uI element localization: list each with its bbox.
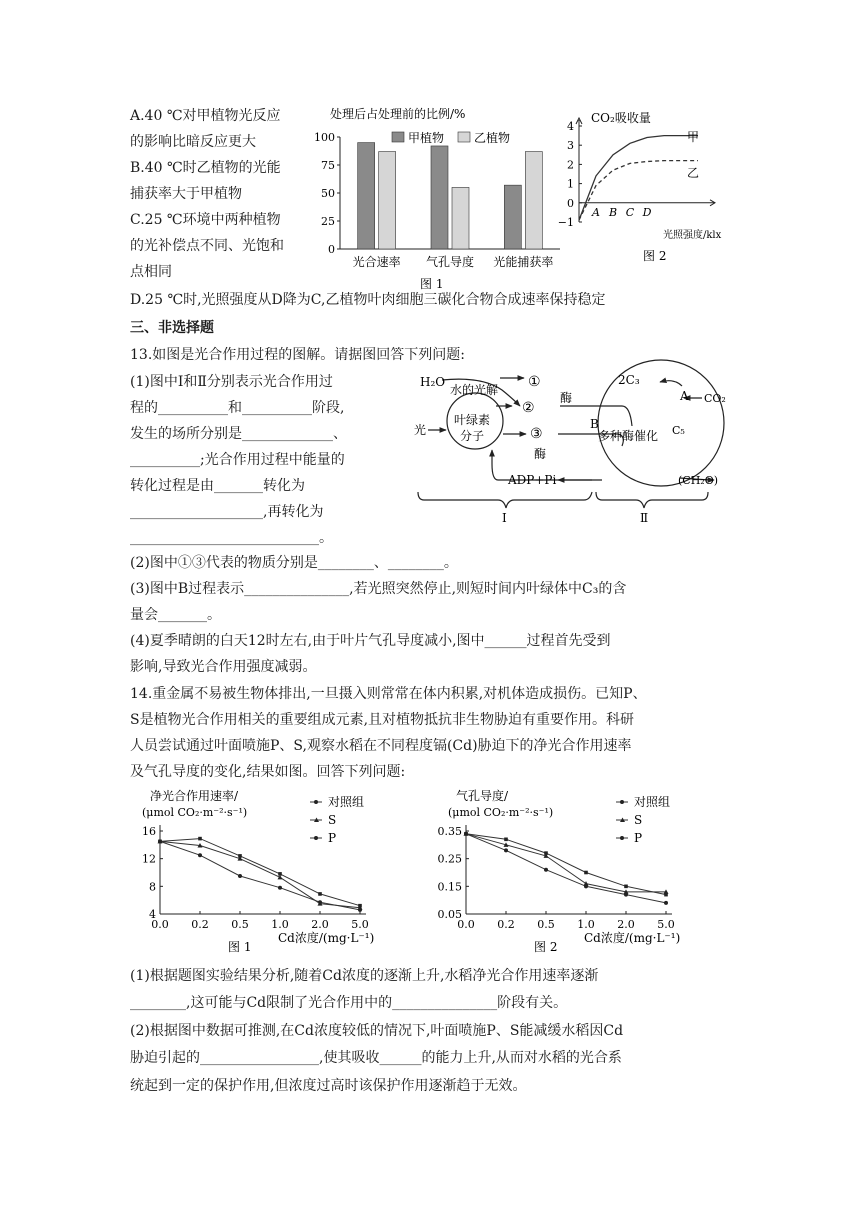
stomata-point <box>504 838 508 842</box>
bar-y-tick-label: 100 <box>314 131 335 144</box>
net-rate-series-line <box>160 841 360 910</box>
q13-part3-line2: 量会_______。 <box>130 607 221 623</box>
calvin-cycle-circle <box>598 360 724 486</box>
curve-y-tick-label: 4 <box>567 120 574 133</box>
stomata-legend-marker <box>620 800 624 804</box>
stomata-y-tick-label: 0.25 <box>437 852 462 866</box>
net-rate-y-tick-label: 8 <box>149 880 156 894</box>
curve-x-tick-label: C <box>625 205 635 219</box>
curve-y-tick-label: 3 <box>567 139 574 153</box>
net-rate-caption: 图 1 <box>228 940 252 954</box>
chlorophyll-label-1: 叶绿素 <box>454 413 491 427</box>
stomata-caption: 图 2 <box>534 940 558 954</box>
product-2-label: ② <box>522 400 535 416</box>
q12-option-b-line1: B.40 ℃时乙植物的光能 <box>130 160 281 176</box>
stomata-x-tick-label: 0.2 <box>497 918 515 931</box>
net-rate-point <box>238 874 242 878</box>
bar-category-label: 气孔导度 <box>425 255 475 269</box>
q13-part1-line2: 程的__________和__________阶段, <box>130 400 345 416</box>
c3-label: 2C₃ <box>618 373 640 387</box>
net-rate-x-tick-label: 0.2 <box>191 918 209 931</box>
net-rate-point <box>278 886 282 890</box>
q14-stem-line3: 人员尝试通过叶面喷施P、S,观察水稻在不同程度镉(Cd)胁迫下的净光合作用速率 <box>130 738 632 754</box>
q13-part1-line6: ___________________,再转化为 <box>130 504 324 520</box>
bar-chart-caption: 图 1 <box>420 277 444 291</box>
stomata-title: 气孔导度/ <box>456 789 509 803</box>
stage-1-label: Ⅰ <box>502 511 507 525</box>
chlorophyll-label-2: 分子 <box>460 429 485 443</box>
q12-option-d: D.25 ℃时,光照强度从D降为C,乙植物叶肉细胞三碳化合物合成速率保持稳定 <box>130 292 606 308</box>
net-rate-point <box>198 853 202 857</box>
stomata-point <box>664 893 668 897</box>
stomata-xlabel: Cd浓度/(mg·L⁻¹) <box>584 931 681 945</box>
net-rate-title: 净光合作用速率/ <box>150 789 239 803</box>
bar <box>504 185 521 249</box>
net-rate-legend-label: P <box>328 831 337 845</box>
q14-part1-line1: (1)根据题图实验结果分析,随着Cd浓度的逐渐上升,水稻净光合作用速率逐渐 <box>130 968 599 984</box>
net-rate-x-tick-label: 1.0 <box>271 918 289 931</box>
stomata-x-tick-label: 1.0 <box>577 918 595 931</box>
bar-category-label: 光合速率 <box>352 255 401 269</box>
q12-option-a-line1: A.40 ℃对甲植物光反应 <box>130 108 281 124</box>
co2-fixation-arrow <box>660 381 682 386</box>
bar-chart-figure <box>314 102 570 292</box>
product-3-label: ③ <box>530 426 543 442</box>
bar-chart-title: 处理后占处理前的比例/% <box>330 107 466 121</box>
stomata-point <box>544 868 548 872</box>
process-a-label: A <box>680 389 689 403</box>
stomata-y-tick-label: 0.35 <box>437 825 462 838</box>
curve-y-tick-label: 0 <box>567 196 574 210</box>
q13-part1-line7: ___________________________。 <box>130 530 333 546</box>
q14-part2-line1: (2)根据图中数据可推测,在Cd浓度较低的情况下,叶面喷施P、S能减缓水稻因Cd <box>130 1023 624 1039</box>
q13-part2: (2)图中①③代表的物质分别是________、________。 <box>130 555 458 571</box>
bar <box>525 152 542 249</box>
net-rate-x-tick-label: 2.0 <box>311 918 329 931</box>
co2-curve-figure <box>557 104 740 266</box>
enzyme-label-1: 酶 <box>560 391 573 405</box>
legend-label-yi: 乙植物 <box>474 131 511 145</box>
net-rate-point <box>358 904 362 908</box>
stage-2-label: Ⅱ <box>640 511 649 525</box>
net-rate-x-tick-label: 5.0 <box>351 918 369 931</box>
legend-label-jia: 甲植物 <box>408 131 445 145</box>
stomatal-conductance-chart <box>437 786 734 956</box>
q12-option-b-line2: 捕获率大于甲植物 <box>130 186 242 202</box>
net-rate-point <box>158 840 162 844</box>
light-label: 光 <box>414 423 427 437</box>
stomata-y-tick-label: 0.15 <box>437 880 462 894</box>
net-rate-title-unit: (μmol CO₂·m⁻²·s⁻¹) <box>142 806 248 819</box>
net-rate-legend-label: S <box>328 813 337 827</box>
net-rate-y-tick-label: 12 <box>142 852 156 866</box>
curve-label-jia: 甲 <box>687 130 700 144</box>
q13-stem: 13.如图是光合作用过程的图解。请据图回答下列问题: <box>130 347 465 363</box>
stomata-point <box>584 871 588 875</box>
stomata-x-tick-label: 0.5 <box>537 918 555 931</box>
q14-stem-line4: 及气孔导度的变化,结果如图。回答下列问题: <box>130 764 406 780</box>
stomata-x-tick-label: 0.0 <box>457 918 475 931</box>
c5-label: C₅ <box>672 424 685 437</box>
q14-part1-line2: ________,这可能与Cd限制了光合作用中的_______________阶段有关。 <box>130 995 568 1011</box>
net-rate-x-tick-label: 0.0 <box>151 918 169 931</box>
legend-swatch-yi <box>458 132 470 142</box>
curve-y-tick-label: 1 <box>567 177 574 191</box>
curve-label-yi: 乙 <box>687 166 700 180</box>
curve-y-tick-label: 2 <box>567 158 574 172</box>
stomata-point <box>464 832 468 836</box>
h2o-label: H₂O <box>420 375 446 389</box>
stomata-legend-label: 对照组 <box>634 795 671 809</box>
net-rate-series-line <box>160 839 360 906</box>
net-rate-point <box>198 837 202 841</box>
net-rate-legend-marker <box>314 836 318 840</box>
process-b-label: B <box>590 417 599 431</box>
bar-category-label: 光能捕获率 <box>493 255 554 269</box>
q13-part1-line3: 发生的场所分别是_____________、 <box>130 426 347 442</box>
q13-part1-line4: __________;光合作用过程中能量的 <box>130 452 345 468</box>
section-heading: 三、非选择题 <box>130 320 214 336</box>
q12-option-a-line2: 的影响比暗反应更大 <box>130 134 256 150</box>
stomata-y-tick-label: 0.05 <box>437 908 462 921</box>
q12-option-c-line3: 点相同 <box>130 264 172 280</box>
legend-swatch-jia <box>392 132 404 142</box>
q14-stem-line1: 14.重金属不易被生物体排出,一旦摄入则常常在体内积累,对机体造成损伤。已知P、 <box>130 686 647 702</box>
q13-part4-line2: 影响,导致光合作用强度减弱。 <box>130 659 317 675</box>
bar-y-tick-label: 50 <box>321 187 335 200</box>
bar <box>431 146 448 249</box>
curve-ylabel: CO₂吸收量 <box>591 111 651 125</box>
bar <box>379 152 396 249</box>
bar-y-tick-label: 25 <box>321 215 335 228</box>
q12-option-c-line2: 的光补偿点不同、光饱和 <box>130 238 284 254</box>
ch2o-label: (CH₂O) <box>678 474 719 487</box>
stomata-point <box>544 851 548 855</box>
photolysis-label: 水的光解 <box>450 383 499 397</box>
net-rate-x-tick-label: 0.5 <box>231 918 249 931</box>
curve-x-tick-label: D <box>642 205 652 219</box>
product-1-label: ① <box>528 374 541 390</box>
stomata-legend-marker <box>620 836 624 840</box>
bar <box>358 143 375 249</box>
q13-part4-line1: (4)夏季晴朗的白天12时左右,由于叶片气孔导度减小,图中______过程首先受到 <box>130 633 611 649</box>
stomata-point <box>504 848 508 852</box>
stomata-point <box>624 885 628 889</box>
stomata-point <box>664 901 668 905</box>
enzyme-label-2: 酶 <box>534 447 547 461</box>
net-rate-point <box>238 854 242 858</box>
bar-y-tick-label: 75 <box>321 159 335 172</box>
curve-x-tick-label: A <box>592 205 600 219</box>
photosynthesis-diagram <box>412 366 742 542</box>
net-rate-xlabel: Cd浓度/(mg·L⁻¹) <box>278 931 375 945</box>
multi-enzyme-label: 多种酶催化 <box>598 429 659 443</box>
curve-xlabel: 光照强度/klx <box>663 230 722 241</box>
curve-y-tick-label: −1 <box>557 216 574 229</box>
q12-option-c-line1: C.25 ℃环境中两种植物 <box>130 212 281 228</box>
stomata-x-tick-label: 5.0 <box>657 918 675 931</box>
bar <box>452 187 469 249</box>
stomata-legend-label: S <box>634 813 643 827</box>
curve-x-tick-label: B <box>608 205 618 219</box>
stomata-point <box>584 881 589 886</box>
q13-part3-line1: (3)图中B过程表示_______________,若光照突然停止,则短时间内叶绿体中C₃的含 <box>130 581 627 597</box>
q14-part2-line2: 胁迫引起的_________________,使其吸收______的能力上升,从而对水稻的光合系 <box>130 1050 622 1066</box>
net-photosynthesis-chart <box>138 786 428 956</box>
net-rate-legend-marker <box>314 800 318 804</box>
stomata-x-tick-label: 2.0 <box>617 918 635 931</box>
net-rate-legend-label: 对照组 <box>328 795 365 809</box>
stomata-title-unit: (μmol CO₂·m⁻²·s⁻¹) <box>448 806 554 819</box>
q14-part2-line3: 统起到一定的保护作用,但浓度过高时该保护作用逐渐趋于无效。 <box>130 1078 527 1094</box>
adp-label: ADP+Pi <box>508 473 557 487</box>
net-rate-point <box>318 892 322 896</box>
q13-part1-line1: (1)图中Ⅰ和Ⅱ分别表示光合作用过 <box>130 374 333 390</box>
stage2-brace <box>596 492 708 508</box>
q14-stem-line2: S是植物光合作用相关的重要组成元素,且对植物抵抗非生物胁迫有重要作用。科研 <box>130 712 635 728</box>
net-rate-y-tick-label: 4 <box>149 908 156 921</box>
curve-caption: 图 2 <box>643 249 667 263</box>
stage1-brace <box>418 492 592 508</box>
net-rate-point <box>278 872 282 876</box>
stomata-legend-label: P <box>634 831 643 845</box>
bar-y-tick-label: 0 <box>328 243 335 256</box>
co2-label: CO₂ <box>704 392 726 405</box>
q13-part1-line5: 转化过程是由_______转化为 <box>130 478 305 494</box>
net-rate-y-tick-label: 16 <box>142 825 156 838</box>
